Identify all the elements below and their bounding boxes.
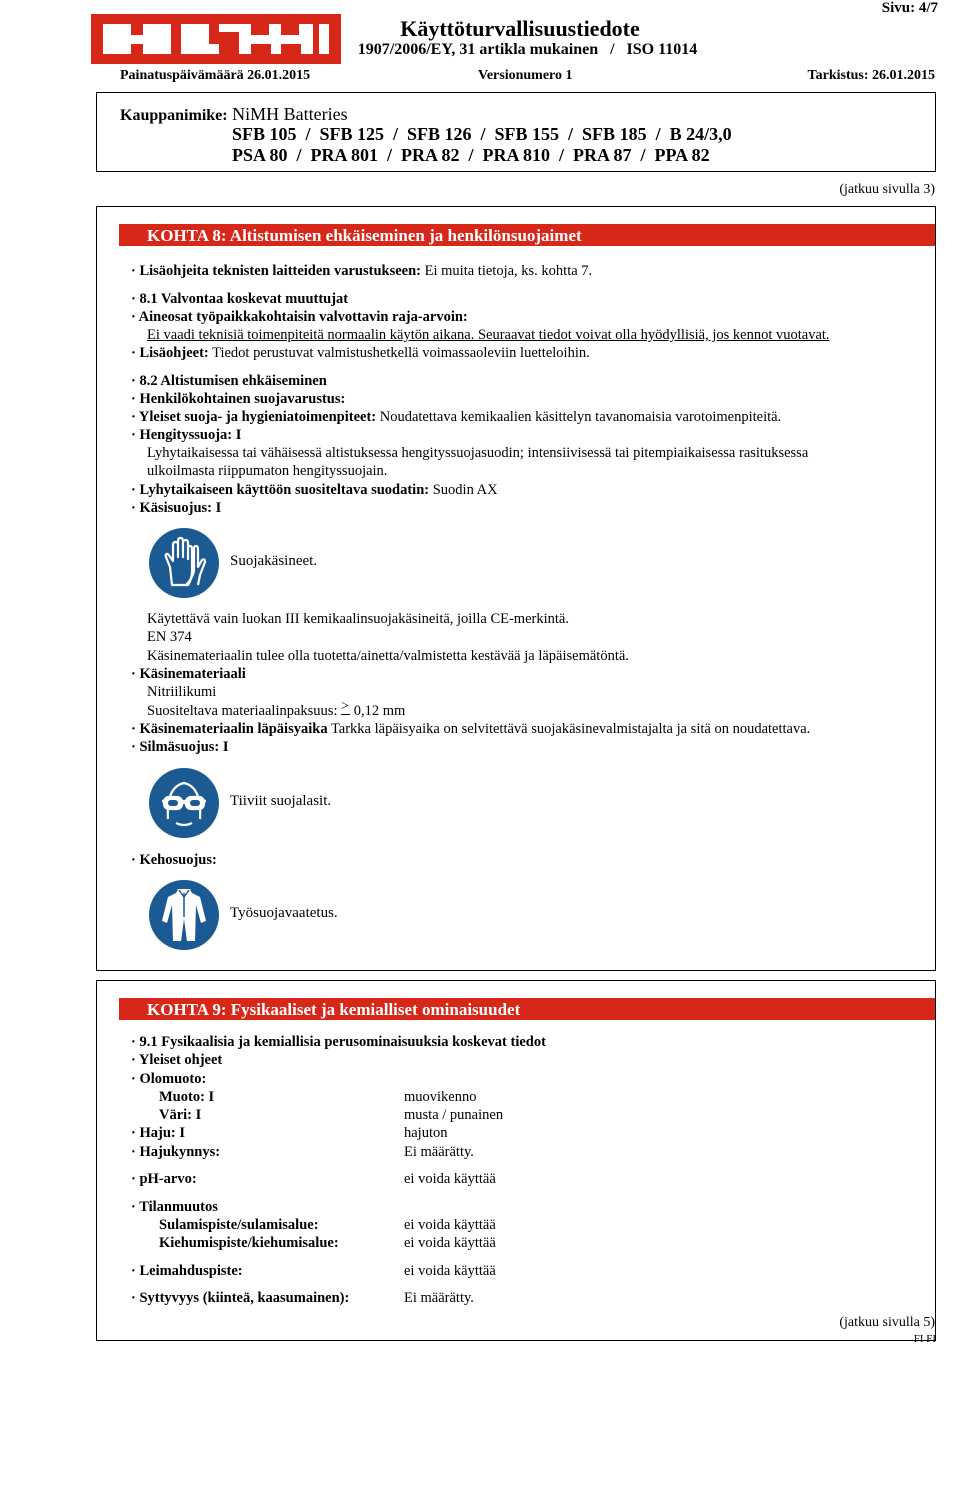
form-value: muovikenno	[404, 1089, 477, 1105]
print-date: Painatuspäivämäärä 26.01.2015	[120, 68, 311, 83]
filter-value: Suodin AX	[429, 482, 498, 498]
flash-point-label: · Leimahduspiste:	[131, 1263, 243, 1279]
components-note: Ei vaadi teknisiä toimenpiteitä normaalin käytön aikana. Seuraavat tiedot voivat olla hyödyllisiä, jos kennot vuotavat.	[147, 327, 830, 343]
revision-date: Tarkistus: 26.01.2015	[807, 68, 935, 83]
filter-label: · Lyhytaikaiseen käyttöön suositeltava suodatin:	[131, 482, 430, 498]
hygiene-value: Noudatettava kemikaalien käsittelyn tavanomaisia varotoimenpiteitä.	[376, 409, 782, 425]
eye-protection-label: · Silmäsuojus: I	[131, 739, 229, 755]
ph-value: ei voida käyttää	[404, 1171, 496, 1187]
breakthrough-label: · Käsinemateriaalin läpäisyaika	[131, 721, 328, 737]
section-9	[96, 980, 936, 1341]
section-8-title: KOHTA 8: Altistumisen ehkäiseminen ja henkilönsuojaimet	[119, 224, 935, 246]
section-8	[96, 206, 936, 971]
s81-title: · 8.1 Valvontaa koskevat muuttujat	[131, 291, 349, 307]
tech-value: Ei muita tietoja, ks. kohtta 7.	[421, 263, 593, 279]
breakthrough-value: Tarkka läpäisyaika on selvitettävä suojakäsinevalmistajalta ja sitä on noudatettava.	[327, 721, 811, 737]
product-list-2: PSA 80 / PRA 801 / PRA 82 / PRA 810 / PRA 87 / PPA 82	[232, 145, 710, 165]
body-protection-label: · Kehosuojus:	[131, 852, 217, 868]
respiratory-text-2: ulkoilmasta riippumaton hengityssuojain.	[147, 463, 388, 479]
state-change-label: · Tilanmuutos	[131, 1199, 218, 1215]
trade-name-label: Kauppanimike:	[120, 107, 228, 124]
colour-value: musta / punainen	[404, 1107, 504, 1123]
melting-label: Sulamispiste/sulamisalue:	[159, 1217, 319, 1233]
tech-label: · Lisäohjeita teknisten laitteiden varustukseen:	[131, 263, 422, 279]
goggles-caption: Tiiviit suojalasit.	[230, 793, 332, 809]
document-subtitle: 1907/2006/EY, 31 artikla mukainen / ISO 11014	[357, 41, 698, 58]
page-number: Sivu: 4/7	[881, 0, 938, 16]
coverall-icon	[148, 879, 220, 951]
melting-value: ei voida käyttää	[404, 1217, 496, 1233]
flash-point-value: ei voida käyttää	[404, 1263, 496, 1279]
ppe-label: · Henkilökohtainen suojavarustus:	[131, 391, 346, 407]
odour-value: hajuton	[404, 1125, 448, 1141]
goggles-icon	[148, 767, 220, 839]
continued-to: (jatkuu sivulla 5)	[839, 1315, 935, 1330]
respiratory-text-1: Lyhytaikaisessa tai vähäisessä altistuksessa hengityssuojasuodin; intensiivisessä tai pitempiaikaisessa rasituksessa	[147, 445, 809, 461]
ph-label: · pH-arvo:	[131, 1171, 197, 1187]
extra-label: · Lisäohjeet:	[131, 345, 209, 361]
components-label: · Aineosat työpaikkakohtaisin valvottavin raja-arvoin:	[131, 309, 468, 325]
thickness-value: 0,12 mm	[350, 703, 406, 719]
greater-equal-symbol: >	[341, 699, 349, 714]
glove-text-2: EN 374	[147, 629, 192, 645]
hilti-logo	[91, 14, 341, 64]
boiling-value: ei voida käyttää	[404, 1235, 496, 1251]
hygiene-measures	[131, 408, 781, 426]
form-label: Muoto: I	[159, 1089, 215, 1105]
extra-info	[131, 344, 590, 362]
hygiene-label: · Yleiset suoja- ja hygieniatoimenpiteet:	[131, 409, 377, 425]
thickness	[147, 701, 405, 720]
flammability-label: · Syttyvyys (kiinteä, kaasumainen):	[131, 1290, 350, 1306]
extra-value: Tiedot perustuvat valmistushetkellä voimassaoleviin luetteloihin.	[208, 345, 590, 361]
s82-title: · 8.2 Altistumisen ehkäiseminen	[131, 373, 327, 389]
odour-threshold-label: · Hajukynnys:	[131, 1144, 221, 1160]
s91-title: · 9.1 Fysikaalisia ja kemiallisia perusominaisuuksia koskevat tiedot	[131, 1034, 546, 1050]
hand-protection-label: · Käsisuojus: I	[131, 500, 222, 516]
tech-measures	[131, 262, 592, 280]
gloves-icon	[148, 527, 220, 599]
appearance-label: · Olomuoto:	[131, 1071, 207, 1087]
thickness-label: Suositeltava materiaalinpaksuus:	[147, 703, 338, 719]
material-value: Nitriilikumi	[147, 684, 217, 700]
breakthrough	[131, 720, 810, 738]
gloves-caption: Suojakäsineet.	[230, 553, 318, 569]
flammability-value: Ei määrätty.	[404, 1290, 474, 1306]
continued-from: (jatkuu sivulla 3)	[839, 182, 935, 197]
coverall-caption: Työsuojavaatetus.	[230, 905, 338, 921]
product-list-1: SFB 105 / SFB 125 / SFB 126 / SFB 155 / SFB 185 / B 24/3,0	[232, 124, 732, 144]
trade-name-line	[120, 104, 348, 126]
respiratory-label: · Hengityssuoja: I	[131, 427, 242, 443]
version-number: Versionumero 1	[478, 68, 573, 83]
colour-label: Väri: I	[159, 1107, 202, 1123]
glove-text-3: Käsinemateriaalin tulee olla tuotetta/ainetta/valmistetta kestävää ja läpäisemätöntä.	[147, 648, 629, 664]
odour-label: · Haju: I	[131, 1125, 185, 1141]
odour-threshold-value: Ei määrätty.	[404, 1144, 474, 1160]
trade-name: NiMH Batteries	[232, 104, 348, 124]
document-title: Käyttöturvallisuustiedote	[400, 16, 640, 41]
material-label: · Käsinemateriaali	[131, 666, 246, 682]
boiling-label: Kiehumispiste/kiehumisalue:	[159, 1235, 339, 1251]
section-9-title: KOHTA 9: Fysikaaliset ja kemialliset ominaisuudet	[119, 998, 935, 1020]
filter	[131, 481, 498, 499]
svg-text:HILTI: HILTI	[214, 47, 218, 48]
glove-text-1: Käytettävä vain luokan III kemikaalinsuojakäsineitä, joilla CE-merkintä.	[147, 611, 569, 627]
trade-name-box	[96, 92, 936, 172]
language-code: FI FI	[913, 1333, 936, 1345]
general-info: · Yleiset ohjeet	[131, 1052, 223, 1068]
